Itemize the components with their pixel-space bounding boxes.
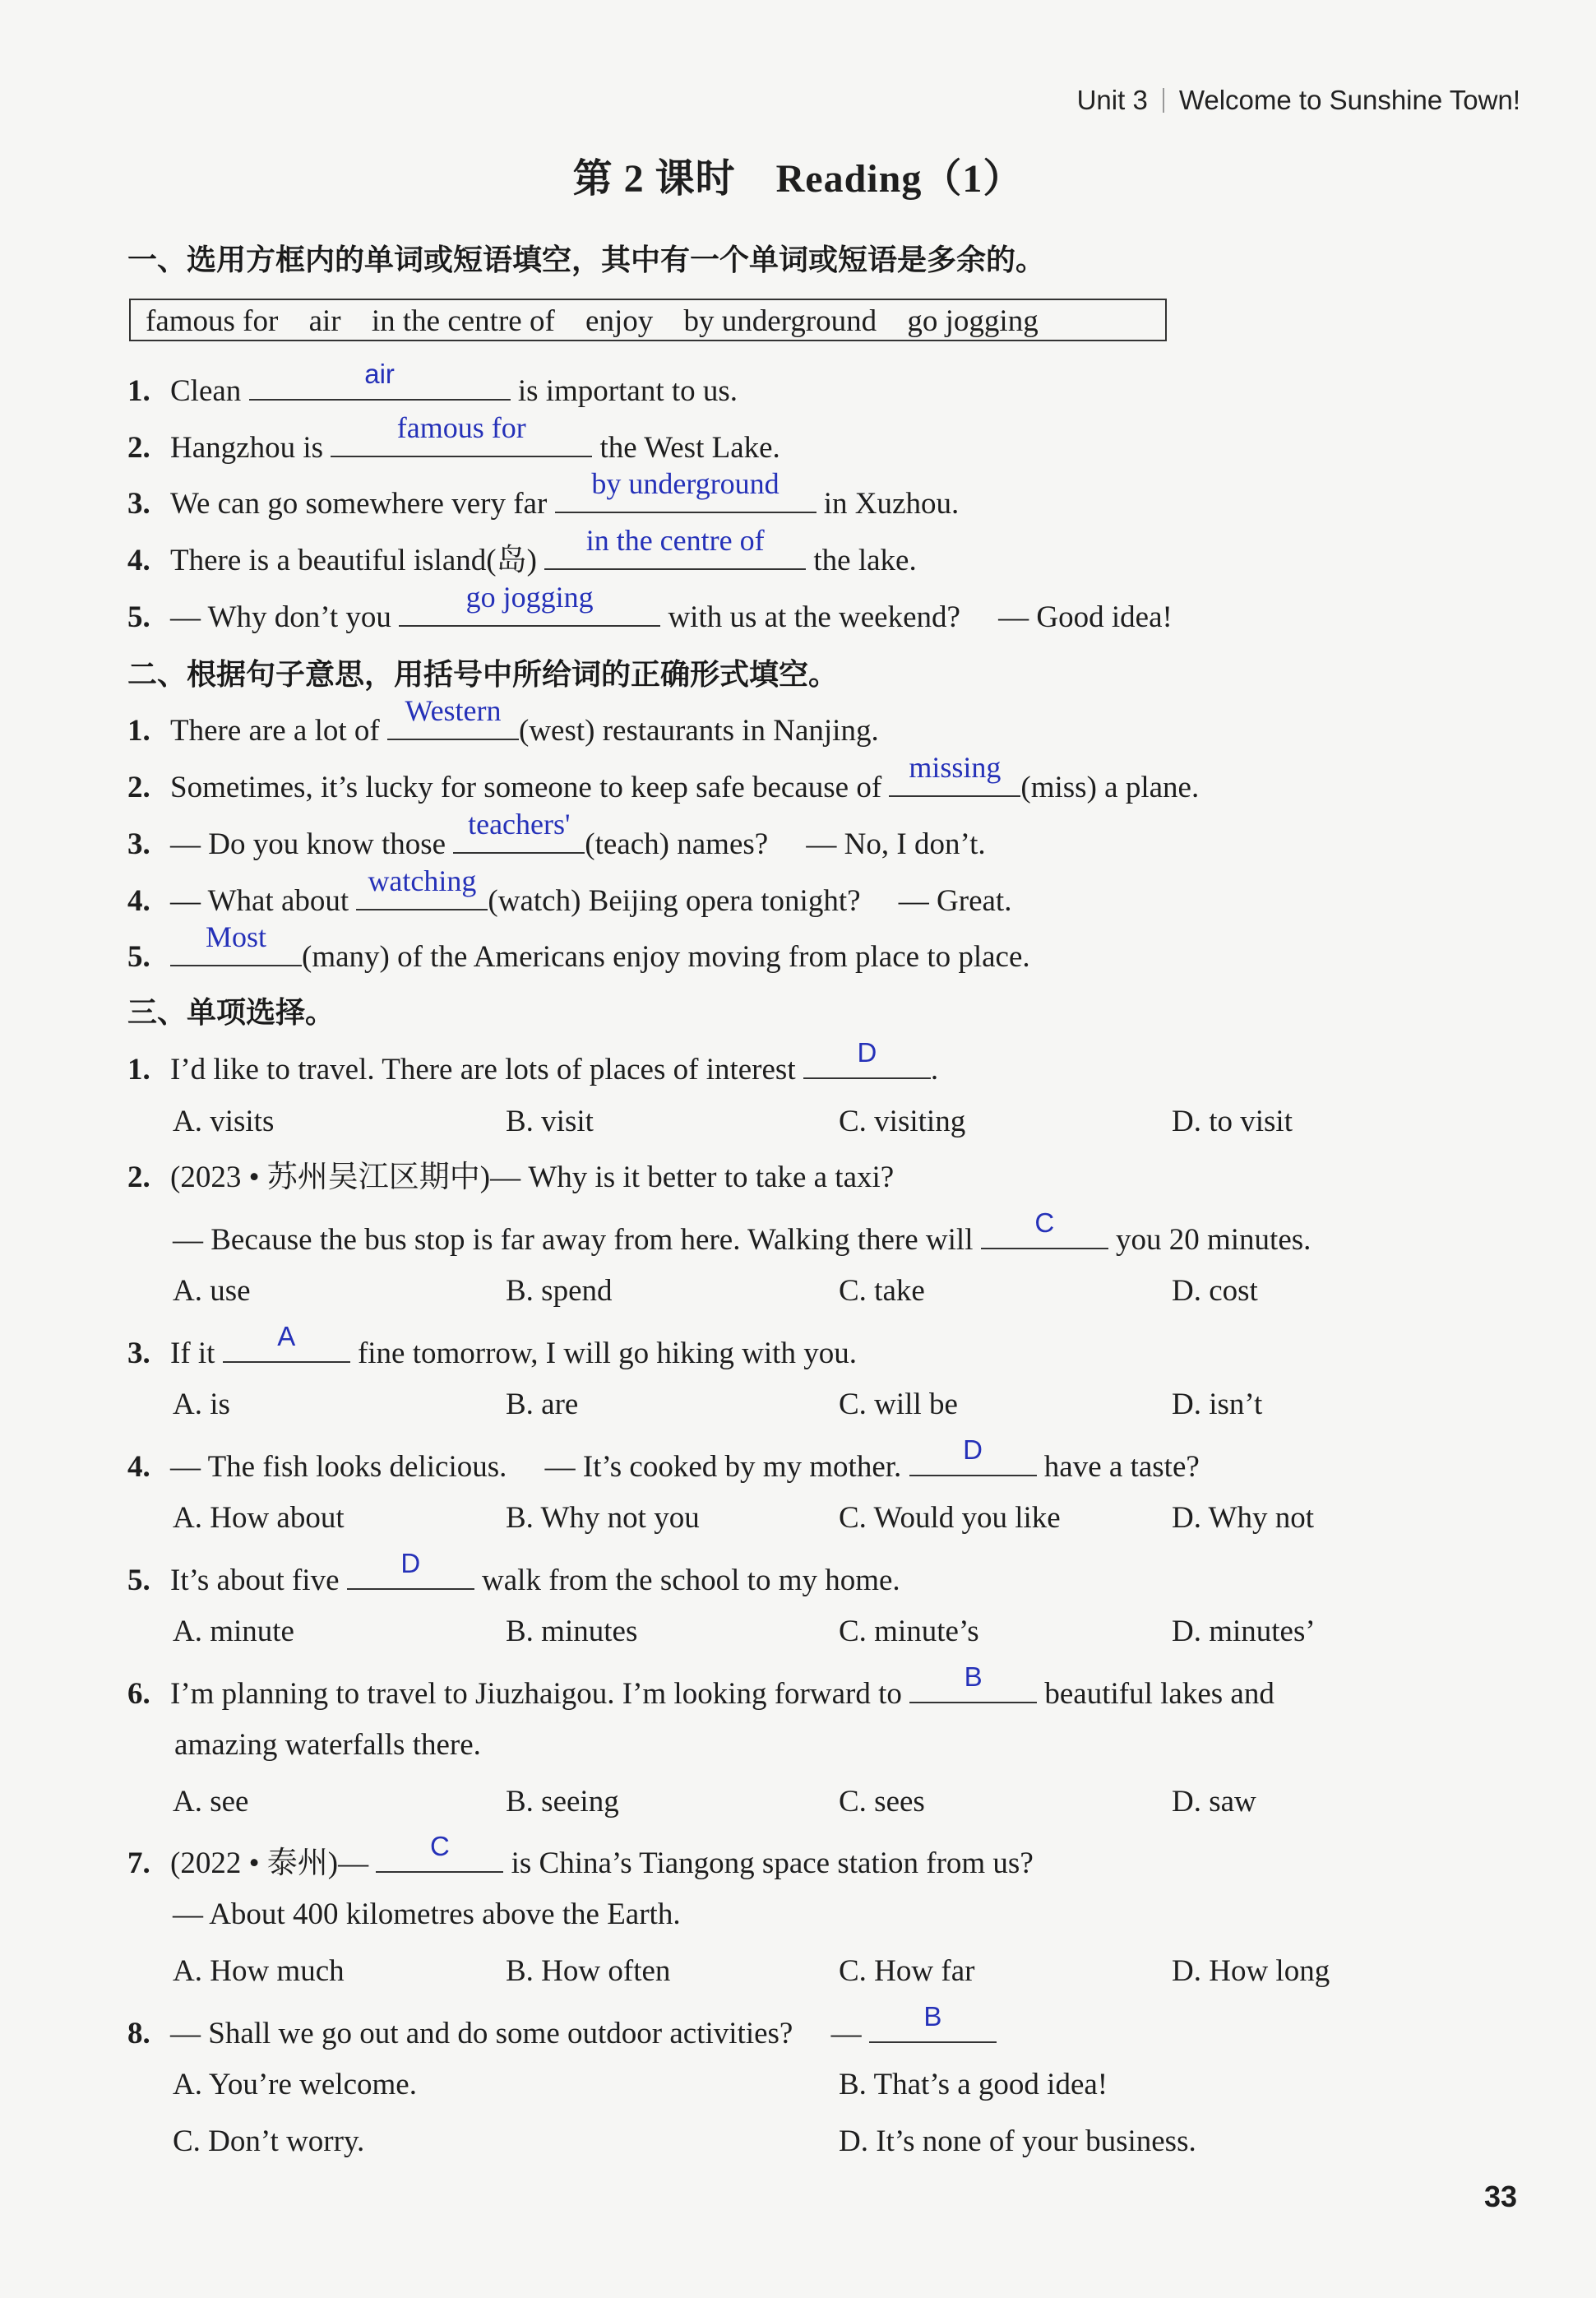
answer-text: air: [364, 359, 395, 389]
answer-text: Most: [205, 920, 267, 953]
mc-question: [127, 1661, 1274, 1714]
s2-question: [127, 808, 986, 864]
option-b[interactable]: B. visit: [506, 1105, 594, 1138]
option-b[interactable]: B. spend: [506, 1274, 613, 1308]
mc-question: [127, 1321, 857, 1374]
question-number: 3.: [127, 827, 150, 861]
question-text: Sometimes, it’s lucky for someone to keep safe because of: [170, 771, 890, 804]
answer-text: A: [277, 1321, 296, 1351]
question-text: If it: [170, 1337, 223, 1370]
question-text: — The fish looks delicious. — It’s cooked by my mother.: [170, 1450, 909, 1484]
answer-text: by underground: [591, 467, 779, 500]
question-number: 8.: [127, 2017, 150, 2050]
question-text: walk from the school to my home.: [474, 1564, 900, 1597]
question-text: in Xuzhou.: [816, 487, 960, 521]
option-c[interactable]: C. How far: [839, 1954, 975, 1988]
question-number: 2.: [127, 1161, 150, 1194]
option-c[interactable]: C. take: [839, 1274, 925, 1308]
question-text: (teach) names? — No, I don’t.: [585, 827, 986, 861]
question-text: (miss) a plane.: [1020, 771, 1200, 804]
answer-blank[interactable]: [356, 864, 488, 910]
question-number: 4.: [127, 544, 150, 577]
question-text: is China’s Tiangong space station from us?: [503, 1846, 1034, 1880]
answer-text: Western: [405, 694, 502, 727]
option-a[interactable]: A. is: [173, 1388, 230, 1421]
answer-blank[interactable]: [544, 524, 806, 570]
option-c[interactable]: C. Would you like: [839, 1501, 1061, 1535]
question-text: (2023 • 苏州吴江区期中)— Why is it better to take a taxi?: [170, 1161, 895, 1194]
option-a[interactable]: A. minute: [173, 1615, 294, 1648]
option-b[interactable]: B. seeing: [506, 1785, 619, 1818]
answer-blank[interactable]: [387, 694, 519, 740]
answer-text: C: [1034, 1207, 1055, 1238]
answer-blank[interactable]: [249, 359, 511, 401]
option-d[interactable]: D. minutes’: [1172, 1615, 1316, 1648]
option-d[interactable]: D. cost: [1172, 1274, 1258, 1308]
question-text: — Do you know those: [170, 827, 454, 861]
answer-blank[interactable]: [347, 1548, 474, 1590]
question-text: (watch) Beijing opera tonight? — Great.: [488, 884, 1012, 918]
option-a[interactable]: A. How much: [173, 1954, 345, 1988]
question-text: is important to us.: [510, 374, 738, 408]
answer-blank[interactable]: [889, 751, 1020, 797]
question-text: — Because the bus stop is far away from here. Walking there will: [173, 1223, 981, 1257]
question-text: — What about: [170, 884, 357, 918]
option-b[interactable]: B. minutes: [506, 1615, 638, 1648]
word-box-item: in the centre of: [371, 304, 555, 338]
s2-question: [127, 864, 1012, 921]
s2-question: [127, 694, 879, 751]
question-number: 4.: [127, 884, 150, 918]
answer-text: famous for: [396, 411, 526, 444]
answer-blank[interactable]: [555, 467, 817, 513]
answer-text: teachers': [468, 808, 571, 841]
question-number: 1.: [127, 374, 150, 408]
page-header: [1077, 85, 1520, 116]
answer-text: B: [923, 2001, 942, 2032]
word-box: [129, 299, 1167, 341]
option-b[interactable]: B. That’s a good idea!: [839, 2068, 1108, 2101]
question-number: 5.: [127, 940, 150, 974]
answer-blank[interactable]: [170, 920, 302, 966]
question-number: 1.: [127, 714, 150, 748]
option-d[interactable]: D. Why not: [1172, 1501, 1315, 1535]
word-box-item: go jogging: [907, 304, 1039, 338]
question-text: Clean: [170, 374, 249, 408]
question-number: 3.: [127, 1337, 150, 1370]
question-text: I’d like to travel. There are lots of places of interest: [170, 1053, 803, 1086]
lesson-title: 第 2 课时 Reading（1）: [572, 157, 1024, 201]
word-box-item: air: [308, 304, 341, 338]
option-a[interactable]: A. You’re welcome.: [173, 2068, 417, 2101]
option-c[interactable]: C. sees: [839, 1785, 925, 1818]
answer-text: D: [963, 1434, 983, 1465]
word-box-item: famous for: [146, 304, 279, 338]
s1-question: [127, 359, 738, 411]
answer-blank[interactable]: [223, 1321, 350, 1363]
question-number: 5.: [127, 1564, 150, 1597]
option-a[interactable]: A. visits: [173, 1105, 275, 1138]
mc-question: [127, 1548, 900, 1601]
option-c[interactable]: C. will be: [839, 1388, 958, 1421]
option-d[interactable]: D. It’s none of your business.: [839, 2124, 1196, 2158]
question-text: .: [930, 1053, 939, 1086]
question-text: There are a lot of: [170, 714, 387, 748]
answer-blank[interactable]: [909, 1434, 1037, 1476]
mc-question: [127, 1037, 939, 1090]
question-text: fine tomorrow, I will go hiking with you.: [349, 1337, 857, 1370]
question-number: 1.: [127, 1053, 150, 1086]
option-d[interactable]: D. isn’t: [1172, 1388, 1263, 1421]
option-b[interactable]: B. Why not you: [506, 1501, 700, 1535]
question-text: beautiful lakes and: [1037, 1677, 1274, 1711]
answer-text: D: [400, 1548, 421, 1578]
question-number: 6.: [127, 1677, 150, 1711]
question-number: 3.: [127, 487, 150, 521]
question-number: 4.: [127, 1450, 150, 1484]
question-text: have a taste?: [1036, 1450, 1200, 1484]
question-text: We can go somewhere very far: [170, 487, 555, 521]
s1-question: [127, 524, 917, 581]
answer-text: B: [964, 1661, 983, 1692]
page-number: 33: [1483, 2180, 1517, 2213]
option-d[interactable]: D. to visit: [1172, 1105, 1293, 1138]
question-text: (west) restaurants in Nanjing.: [519, 714, 879, 748]
answer-text: in the centre of: [585, 524, 765, 557]
option-c[interactable]: C. minute’s: [839, 1615, 979, 1648]
question-text: (many) of the Americans enjoy moving from place to place.: [302, 940, 1030, 974]
section1-heading: 一、选用方框内的单词或短语填空，其中有一个单词或短语是多余的。: [127, 243, 1046, 277]
s1-question: [127, 581, 1173, 637]
option-d[interactable]: D. How long: [1172, 1954, 1330, 1988]
option-a[interactable]: A. use: [173, 1274, 251, 1308]
header-unit: Unit 3: [1076, 85, 1148, 115]
question-number: 2.: [127, 431, 150, 465]
word-box-item: enjoy: [585, 304, 654, 338]
s2-question: [127, 751, 1200, 808]
mc-question: [127, 1831, 1034, 1883]
question-text: with us at the weekend? — Good idea!: [660, 600, 1173, 634]
question-number: 7.: [127, 1846, 150, 1880]
mc-question: [127, 1158, 894, 1198]
option-b[interactable]: B. How often: [506, 1954, 671, 1988]
option-b[interactable]: B. are: [506, 1388, 579, 1421]
option-a[interactable]: A. see: [173, 1785, 249, 1818]
header-title: Welcome to Sunshine Town!: [1178, 85, 1520, 115]
answer-text: missing: [909, 751, 1002, 784]
question-text: I’m planning to travel to Jiuzhaigou. I’m looking forward to: [170, 1677, 910, 1711]
question-text: you 20 minutes.: [1108, 1223, 1311, 1257]
answer-blank[interactable]: [453, 808, 585, 854]
mc-question-line2: — About 400 kilometres above the Earth.: [173, 1897, 681, 1931]
question-text: There is a beautiful island(岛): [170, 544, 545, 577]
option-c[interactable]: C. visiting: [839, 1105, 966, 1138]
option-c[interactable]: C. Don’t worry.: [173, 2124, 365, 2158]
answer-blank[interactable]: [909, 1661, 1037, 1703]
answer-text: D: [857, 1037, 877, 1068]
question-text: Hangzhou is: [170, 431, 331, 465]
word-box-item: by underground: [683, 304, 877, 338]
answer-blank[interactable]: [981, 1207, 1108, 1249]
answer-blank[interactable]: [376, 1831, 503, 1873]
answer-blank[interactable]: [869, 2001, 997, 2043]
section3-heading: 三、单项选择。: [127, 996, 335, 1030]
section2-heading: 二、根据句子意思，用括号中所给词的正确形式填空。: [127, 658, 839, 692]
option-a[interactable]: A. How about: [173, 1501, 345, 1535]
answer-text: C: [429, 1831, 450, 1861]
s2-question: [127, 920, 1030, 977]
mc-question-line2: amazing waterfalls there.: [174, 1728, 481, 1762]
answer-blank[interactable]: [803, 1037, 931, 1079]
header-divider: [1163, 88, 1164, 113]
question-number: 2.: [127, 771, 150, 804]
answer-blank[interactable]: [331, 411, 592, 457]
mc-question: [127, 2001, 997, 2054]
mc-question-line2: [173, 1207, 1311, 1260]
answer-text: go jogging: [465, 581, 594, 614]
question-number: 5.: [127, 600, 150, 634]
option-d[interactable]: D. saw: [1172, 1785, 1256, 1818]
question-text: the West Lake.: [592, 431, 780, 465]
question-text: It’s about five: [170, 1564, 347, 1597]
mc-question: [127, 1434, 1200, 1487]
s1-question: [127, 467, 960, 524]
answer-blank[interactable]: [399, 581, 660, 627]
question-text: — Why don’t you: [170, 600, 400, 634]
question-text: (2022 • 泰州)—: [170, 1846, 377, 1880]
answer-text: watching: [368, 864, 477, 897]
question-text: — Shall we go out and do some outdoor activities? —: [170, 2017, 869, 2050]
question-text: the lake.: [806, 544, 917, 577]
s1-question: [127, 411, 780, 468]
